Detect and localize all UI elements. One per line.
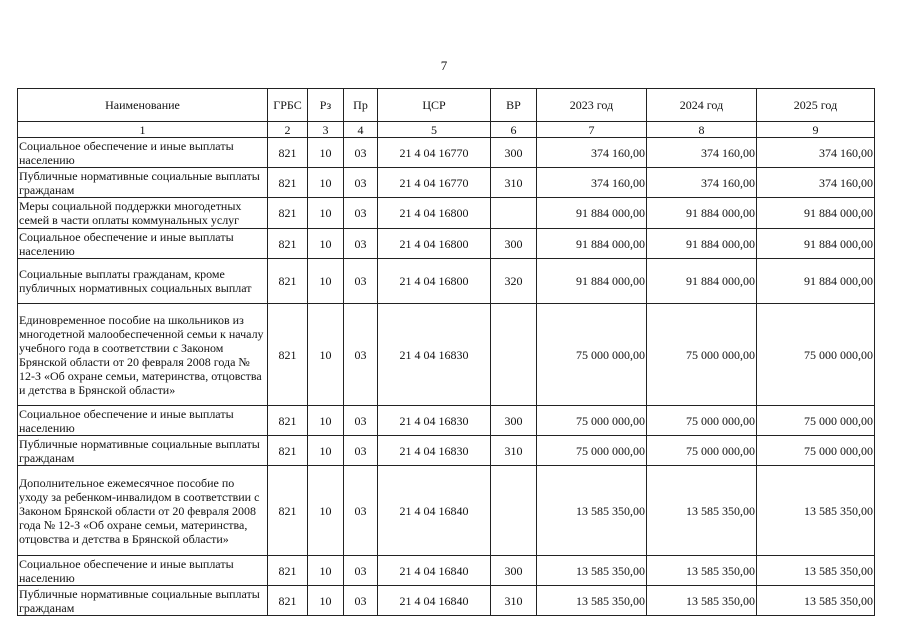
row-2023: 374 160,00 — [537, 138, 647, 168]
row-csr: 21 4 04 16770 — [378, 138, 491, 168]
row-2025: 91 884 000,00 — [757, 198, 875, 229]
row-csr: 21 4 04 16840 — [378, 556, 491, 586]
row-vr — [491, 198, 537, 229]
column-index: 8 — [647, 122, 757, 138]
row-vr: 310 — [491, 586, 537, 616]
row-2024: 91 884 000,00 — [647, 229, 757, 259]
row-2024: 91 884 000,00 — [647, 198, 757, 229]
row-pr: 03 — [344, 556, 378, 586]
row-grbs: 821 — [268, 586, 308, 616]
row-grbs: 821 — [268, 168, 308, 198]
header-2024: 2024 год — [647, 89, 757, 122]
row-vr — [491, 304, 537, 406]
row-pr: 03 — [344, 168, 378, 198]
row-grbs: 821 — [268, 138, 308, 168]
row-pr: 03 — [344, 436, 378, 466]
row-pr: 03 — [344, 466, 378, 556]
row-pr: 03 — [344, 229, 378, 259]
row-2024: 13 585 350,00 — [647, 556, 757, 586]
row-2023: 91 884 000,00 — [537, 229, 647, 259]
row-csr: 21 4 04 16770 — [378, 168, 491, 198]
row-rz: 10 — [308, 229, 344, 259]
row-rz: 10 — [308, 436, 344, 466]
table-row — [18, 198, 875, 229]
row-csr: 21 4 04 16840 — [378, 466, 491, 556]
row-2025: 13 585 350,00 — [757, 466, 875, 556]
row-2024: 75 000 000,00 — [647, 304, 757, 406]
row-vr: 300 — [491, 229, 537, 259]
header-2025: 2025 год — [757, 89, 875, 122]
row-pr: 03 — [344, 259, 378, 304]
table-row — [18, 138, 875, 168]
row-csr: 21 4 04 16800 — [378, 198, 491, 229]
row-2025: 75 000 000,00 — [757, 436, 875, 466]
row-csr: 21 4 04 16800 — [378, 229, 491, 259]
column-index: 5 — [378, 122, 491, 138]
table-row — [18, 168, 875, 198]
row-csr: 21 4 04 16830 — [378, 436, 491, 466]
row-grbs: 821 — [268, 198, 308, 229]
row-name: Социальное обеспечение и иные выплаты населению — [18, 229, 268, 259]
row-pr: 03 — [344, 586, 378, 616]
row-rz: 10 — [308, 406, 344, 436]
row-rz: 10 — [308, 556, 344, 586]
table-row — [18, 406, 875, 436]
table-row — [18, 466, 875, 556]
column-index: 3 — [308, 122, 344, 138]
row-2023: 75 000 000,00 — [537, 406, 647, 436]
row-2025: 13 585 350,00 — [757, 586, 875, 616]
row-rz: 10 — [308, 198, 344, 229]
column-index-row — [18, 122, 875, 138]
row-2023: 75 000 000,00 — [537, 304, 647, 406]
row-vr: 300 — [491, 406, 537, 436]
row-2024: 374 160,00 — [647, 168, 757, 198]
row-2024: 75 000 000,00 — [647, 436, 757, 466]
row-2023: 13 585 350,00 — [537, 466, 647, 556]
row-vr: 300 — [491, 556, 537, 586]
row-grbs: 821 — [268, 229, 308, 259]
row-name: Единовременное пособие на школьников из многодетной малообеспеченной семьи к началу учебного года в соответствии с Законом Брянской области от 20 февраля 2008 года № 12-З «Об охране семьи, материнства, отцовства и детства в Брянской области» — [18, 304, 268, 406]
row-grbs: 821 — [268, 436, 308, 466]
row-2023: 13 585 350,00 — [537, 556, 647, 586]
row-vr: 300 — [491, 138, 537, 168]
header-name: Наименование — [18, 89, 268, 122]
header-rz: Рз — [308, 89, 344, 122]
row-name: Социальное обеспечение и иные выплаты населению — [18, 556, 268, 586]
row-name: Публичные нормативные социальные выплаты гражданам — [18, 586, 268, 616]
row-2025: 374 160,00 — [757, 168, 875, 198]
row-2024: 91 884 000,00 — [647, 259, 757, 304]
row-vr — [491, 466, 537, 556]
row-pr: 03 — [344, 138, 378, 168]
row-2025: 91 884 000,00 — [757, 229, 875, 259]
table-row — [18, 229, 875, 259]
row-2023: 91 884 000,00 — [537, 259, 647, 304]
header-2023: 2023 год — [537, 89, 647, 122]
row-grbs: 821 — [268, 556, 308, 586]
row-rz: 10 — [308, 466, 344, 556]
row-pr: 03 — [344, 406, 378, 436]
column-index: 7 — [537, 122, 647, 138]
header-csr: ЦСР — [378, 89, 491, 122]
row-2023: 75 000 000,00 — [537, 436, 647, 466]
row-2024: 13 585 350,00 — [647, 586, 757, 616]
table-row — [18, 304, 875, 406]
row-2025: 374 160,00 — [757, 138, 875, 168]
row-2025: 91 884 000,00 — [757, 259, 875, 304]
row-name: Дополнительное ежемесячное пособие по уходу за ребенком-инвалидом в соответствии с Законом Брянской области от 20 февраля 2008 года № 12-З «Об охране семьи, материнства, отцовства и детства в Брянской области» — [18, 466, 268, 556]
row-rz: 10 — [308, 259, 344, 304]
row-2023: 13 585 350,00 — [537, 586, 647, 616]
row-name: Социальное обеспечение и иные выплаты населению — [18, 138, 268, 168]
row-vr: 310 — [491, 436, 537, 466]
row-vr: 320 — [491, 259, 537, 304]
column-index: 4 — [344, 122, 378, 138]
row-name: Социальное обеспечение и иные выплаты населению — [18, 406, 268, 436]
row-2025: 75 000 000,00 — [757, 304, 875, 406]
row-grbs: 821 — [268, 304, 308, 406]
budget-table — [17, 88, 875, 616]
table-row — [18, 436, 875, 466]
row-name: Публичные нормативные социальные выплаты гражданам — [18, 168, 268, 198]
row-rz: 10 — [308, 586, 344, 616]
header-pr: Пр — [344, 89, 378, 122]
row-grbs: 821 — [268, 259, 308, 304]
row-rz: 10 — [308, 168, 344, 198]
column-index: 2 — [268, 122, 308, 138]
row-csr: 21 4 04 16800 — [378, 259, 491, 304]
column-index: 1 — [18, 122, 268, 138]
page-number: 7 — [440, 58, 448, 73]
row-name: Меры социальной поддержки многодетных семей в части оплаты коммунальных услуг — [18, 198, 268, 229]
row-name: Публичные нормативные социальные выплаты гражданам — [18, 436, 268, 466]
header-grbs: ГРБС — [268, 89, 308, 122]
row-2023: 91 884 000,00 — [537, 198, 647, 229]
row-pr: 03 — [344, 304, 378, 406]
header-vr: ВР — [491, 89, 537, 122]
row-2024: 374 160,00 — [647, 138, 757, 168]
row-rz: 10 — [308, 304, 344, 406]
row-vr: 310 — [491, 168, 537, 198]
row-name: Социальные выплаты гражданам, кроме публичных нормативных социальных выплат — [18, 259, 268, 304]
row-2025: 75 000 000,00 — [757, 406, 875, 436]
row-2024: 75 000 000,00 — [647, 406, 757, 436]
row-2025: 13 585 350,00 — [757, 556, 875, 586]
row-csr: 21 4 04 16830 — [378, 304, 491, 406]
column-index: 6 — [491, 122, 537, 138]
table-row — [18, 586, 875, 616]
row-csr: 21 4 04 16840 — [378, 586, 491, 616]
column-index: 9 — [757, 122, 875, 138]
row-rz: 10 — [308, 138, 344, 168]
row-grbs: 821 — [268, 406, 308, 436]
table-row — [18, 259, 875, 304]
header-row — [18, 89, 875, 122]
row-pr: 03 — [344, 198, 378, 229]
row-grbs: 821 — [268, 466, 308, 556]
row-2024: 13 585 350,00 — [647, 466, 757, 556]
row-2023: 374 160,00 — [537, 168, 647, 198]
table-row — [18, 556, 875, 586]
row-csr: 21 4 04 16830 — [378, 406, 491, 436]
